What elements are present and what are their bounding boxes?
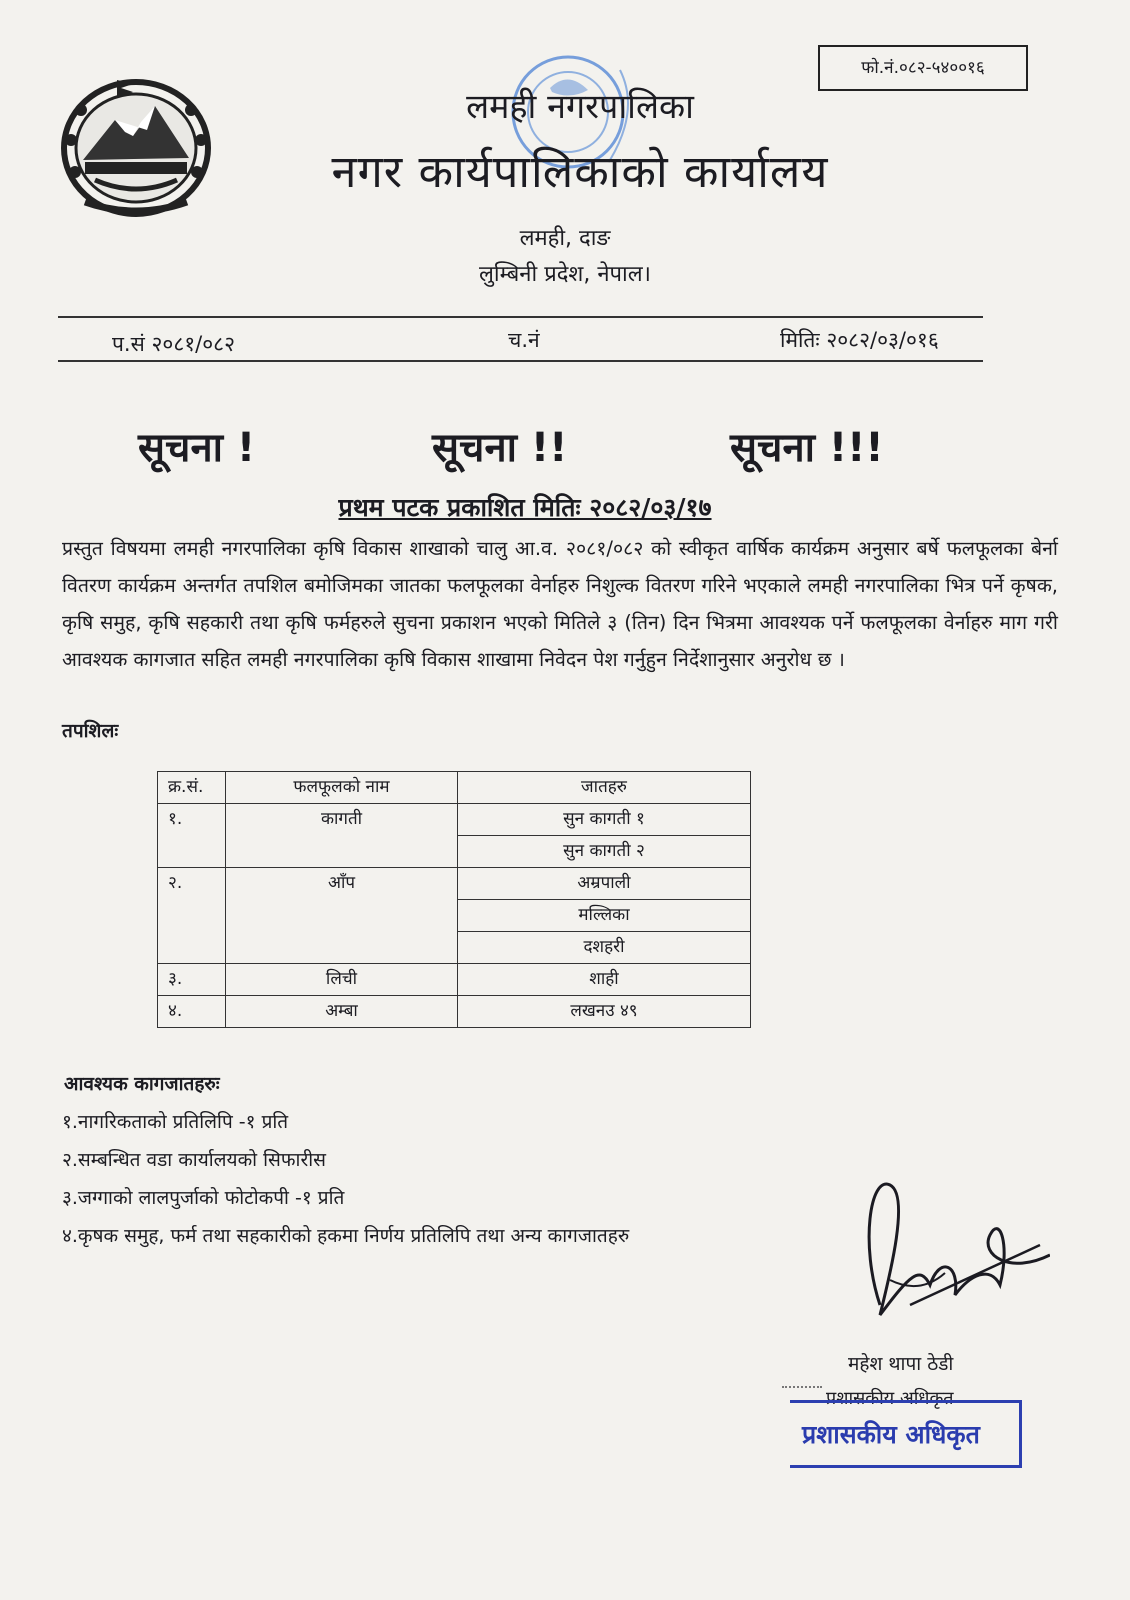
- row-variety: सुन कागती २: [458, 836, 751, 868]
- details-label: तपशिलः: [62, 720, 119, 742]
- row-variety: सुन कागती १: [458, 804, 751, 836]
- notice-heading-3: सूचना !!!: [730, 425, 884, 471]
- header-rule-bottom: [58, 360, 983, 362]
- required-document-item: ४.कृषक समुह, फर्म तथा सहकारीको हकमा निर्णय प्रतिलिपि तथा अन्य कागजातहरु: [62, 1225, 630, 1247]
- row-variety: अम्रपाली: [458, 868, 751, 900]
- first-published-date: प्रथम पटक प्रकाशित मितिः २०८२/०३/१७: [338, 493, 712, 522]
- header-fruit-name: फलफूलको नाम: [226, 772, 458, 804]
- required-document-item: ३.जग्गाको लालपुर्जाको फोटोकपी -१ प्रति: [62, 1187, 345, 1209]
- office-title: नगर कार्यपालिकाको कार्यालय: [331, 145, 829, 198]
- header-varieties: जातहरु: [458, 772, 751, 804]
- signatory-name: महेश थापा ठेडी: [848, 1353, 954, 1375]
- signatory-title: प्रशासकीय अधिकृत: [826, 1388, 954, 1409]
- row-variety: मल्लिका: [458, 900, 751, 932]
- dispatch-number: च.नं: [508, 328, 540, 352]
- row-fruit-name: अम्बा: [226, 996, 458, 1028]
- fruit-variety-table: [157, 771, 751, 1028]
- row-serial: २.: [158, 868, 226, 964]
- phone-number-box: फो.नं.०८२-५४००१६: [818, 45, 1028, 91]
- row-fruit-name: लिची: [226, 964, 458, 996]
- row-variety: दशहरी: [458, 932, 751, 964]
- required-document-item: १.नागरिकताको प्रतिलिपि -१ प्रति: [62, 1111, 289, 1133]
- designation-stamp: [790, 1400, 1022, 1468]
- row-serial: १.: [158, 804, 226, 868]
- row-serial: ४.: [158, 996, 226, 1028]
- notice-paragraph: प्रस्तुत विषयमा लमही नगरपालिका कृषि विकास शाखाको चालु आ.व. २०८१/०८२ को स्वीकृत वार्षिक कार्यक्रम अनुसार बर्षे फलफूलका बेर्ना वितरण कार्यक्रम अन्तर्गत तपशिल बमोजिमका जातका फलफूलका वेर्नाहरु निशुल्क वितरण गरिने भएकाले लमही नगरपालिका भित्र पर्ने कृषक, कृषि समुह, कृषि सहकारी तथा कृषि फर्महरुले सुचना प्रकाशन भएको मितिले ३ (तिन) दिन भित्रमा आवश्यक पर्ने फलफूलका वेर्नाहरु माग गरी आवश्यक कागजात सहित लमही नगरपालिका कृषि विकास शाखामा निवेदन पेश गर्नुहुन निर्देशानुसार अनुरोध छ ।: [62, 537, 1058, 671]
- stamp-text: प्रशासकीय अधिकृत: [802, 1420, 980, 1449]
- signature-dotted-line: [782, 1386, 822, 1388]
- letter-date: मितिः २०८२/०३/०१६: [780, 328, 939, 352]
- header-serial: क्र.सं.: [158, 772, 226, 804]
- row-fruit-name: आँप: [226, 868, 458, 964]
- reference-number: प.सं २०८१/०८२: [112, 332, 235, 356]
- required-document-item: २.सम्बन्धित वडा कार्यालयको सिफारीस: [62, 1149, 326, 1171]
- table-row: [158, 996, 751, 1028]
- address-line-1: लमही, दाङ: [519, 226, 611, 251]
- table-row: [158, 964, 751, 996]
- municipality-name: लमही नगरपालिका: [466, 87, 694, 127]
- handwritten-signature-icon: [850, 1155, 1050, 1335]
- table-row: [158, 804, 751, 836]
- row-fruit-name: कागती: [226, 804, 458, 868]
- nepal-emblem-icon: [55, 70, 217, 220]
- row-serial: ३.: [158, 964, 226, 996]
- header-rule-top: [58, 316, 983, 318]
- row-variety: शाही: [458, 964, 751, 996]
- notice-heading-1: सूचना !: [138, 425, 256, 471]
- required-documents-heading: आवश्यक कागजातहरुः: [64, 1073, 220, 1095]
- table-row: [158, 868, 751, 900]
- address-line-2: लुम्बिनी प्रदेश, नेपाल।: [478, 262, 652, 287]
- notice-heading-2: सूचना !!: [432, 425, 568, 471]
- table-header-row: [158, 772, 751, 804]
- row-variety: लखनउ ४९: [458, 996, 751, 1028]
